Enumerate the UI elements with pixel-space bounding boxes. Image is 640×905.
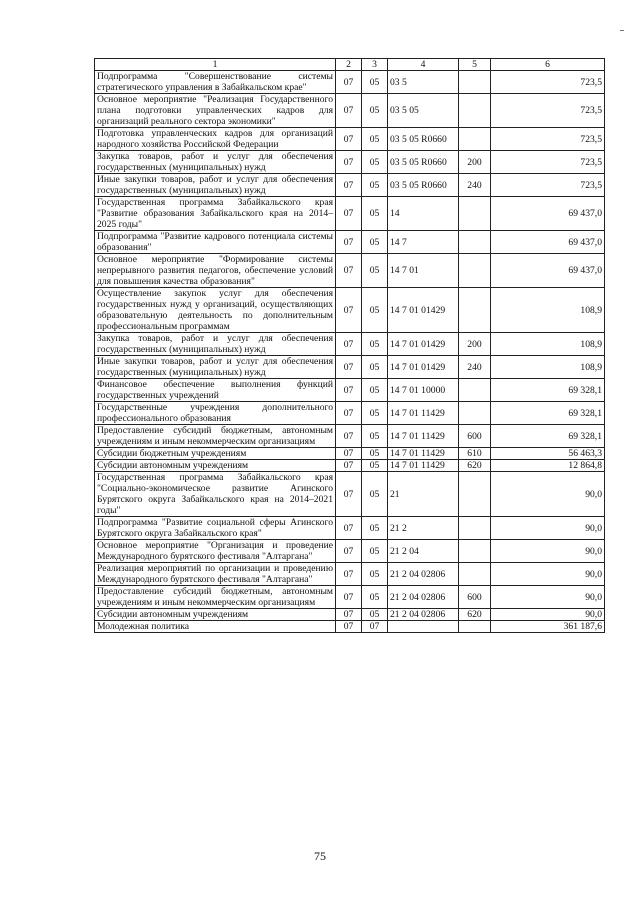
expense-type-cell: 240 (459, 356, 491, 379)
subsection-code-cell: 05 (362, 517, 388, 540)
expense-type-cell (459, 288, 491, 333)
subsection-code-cell: 05 (362, 563, 388, 586)
subsection-code-cell: 05 (362, 540, 388, 563)
section-code-cell: 07 (336, 448, 362, 460)
subsection-code-cell: 05 (362, 448, 388, 460)
expense-type-cell: 600 (459, 586, 491, 609)
amount-cell: 12 864,8 (491, 460, 605, 472)
header-col-4: 4 (388, 59, 459, 71)
amount-cell: 69 437,0 (491, 231, 605, 254)
row-name-cell: Осуществление закупок услуг для обеспечения государственных нужд у организаций, осуществляющих образовательную деятельность по дополнительным профессиональным программам (95, 288, 336, 333)
amount-cell: 69 328,1 (491, 402, 605, 425)
subsection-code-cell: 05 (362, 231, 388, 254)
amount-cell: 108,9 (491, 356, 605, 379)
section-code-cell: 07 (336, 621, 362, 633)
target-item-code-cell: 14 7 01 11429 (388, 448, 459, 460)
expense-type-cell (459, 197, 491, 231)
row-name-cell: Предоставление субсидий бюджетным, автономным учреждениям и иным некоммерческим организациям (95, 425, 336, 448)
expense-type-cell: 600 (459, 425, 491, 448)
expense-type-cell (459, 128, 491, 151)
amount-cell: 90,0 (491, 517, 605, 540)
section-code-cell: 07 (336, 71, 362, 94)
target-item-code-cell: 03 5 05 R0660 (388, 128, 459, 151)
table-body (95, 71, 605, 633)
table-row (95, 379, 605, 402)
row-name-cell: Основное мероприятие "Формирование системы непрерывного развития педагогов, обеспечение условий для повышения качества образования" (95, 254, 336, 288)
amount-cell: 108,9 (491, 333, 605, 356)
section-code-cell: 07 (336, 379, 362, 402)
expense-type-cell (459, 621, 491, 633)
subsection-code-cell: 05 (362, 174, 388, 197)
subsection-code-cell: 05 (362, 356, 388, 379)
table-row (95, 174, 605, 197)
subsection-code-cell: 05 (362, 151, 388, 174)
row-name-cell: Подпрограмма "Развитие социальной сферы Агинского Бурятского округа Забайкальского края" (95, 517, 336, 540)
target-item-code-cell: 14 7 01 (388, 254, 459, 288)
table-row (95, 460, 605, 472)
section-code-cell: 07 (336, 609, 362, 621)
target-item-code-cell: 14 7 01 11429 (388, 425, 459, 448)
amount-cell: 90,0 (491, 586, 605, 609)
amount-cell: 361 187,6 (491, 621, 605, 633)
table-row (95, 517, 605, 540)
row-name-cell: Подпрограмма "Развитие кадрового потенциала системы образования" (95, 231, 336, 254)
subsection-code-cell: 05 (362, 425, 388, 448)
subsection-code-cell: 05 (362, 288, 388, 333)
section-code-cell: 07 (336, 333, 362, 356)
scan-mark (620, 30, 624, 31)
header-col-6: 6 (491, 59, 605, 71)
row-name-cell: Государственная программа Забайкальского края "Развитие образования Забайкальского края на 2014–2025 годы" (95, 197, 336, 231)
table-row (95, 356, 605, 379)
amount-cell: 723,5 (491, 128, 605, 151)
section-code-cell: 07 (336, 425, 362, 448)
section-code-cell: 07 (336, 586, 362, 609)
row-name-cell: Подготовка управленческих кадров для организаций народного хозяйства Российской Федерации (95, 128, 336, 151)
expense-type-cell: 240 (459, 174, 491, 197)
header-row (95, 59, 605, 71)
row-name-cell: Финансовое обеспечение выполнения функций государственных учреждений (95, 379, 336, 402)
subsection-code-cell: 05 (362, 197, 388, 231)
row-name-cell: Подпрограмма "Совершенствование системы стратегического управления в Забайкальском крае" (95, 71, 336, 94)
section-code-cell: 07 (336, 540, 362, 563)
row-name-cell: Иные закупки товаров, работ и услуг для обеспечения государственных (муниципальных) нужд (95, 174, 336, 197)
target-item-code-cell (388, 621, 459, 633)
amount-cell: 723,5 (491, 94, 605, 128)
target-item-code-cell: 21 2 04 (388, 540, 459, 563)
table-row (95, 254, 605, 288)
header-col-2: 2 (336, 59, 362, 71)
table-row (95, 333, 605, 356)
section-code-cell: 07 (336, 128, 362, 151)
amount-cell: 90,0 (491, 540, 605, 563)
target-item-code-cell: 03 5 05 R0660 (388, 151, 459, 174)
amount-cell: 69 328,1 (491, 379, 605, 402)
row-name-cell: Закупка товаров, работ и услуг для обеспечения государственных (муниципальных) нужд (95, 333, 336, 356)
section-code-cell: 07 (336, 460, 362, 472)
row-name-cell: Основное мероприятие "Организация и проведение Международного бурятского фестиваля "Алтаргана" (95, 540, 336, 563)
header-col-5: 5 (459, 59, 491, 71)
expense-type-cell: 610 (459, 448, 491, 460)
amount-cell: 90,0 (491, 472, 605, 517)
amount-cell: 69 437,0 (491, 197, 605, 231)
table-row (95, 231, 605, 254)
section-code-cell: 07 (336, 254, 362, 288)
table-row (95, 586, 605, 609)
subsection-code-cell: 05 (362, 128, 388, 151)
expense-type-cell (459, 94, 491, 128)
amount-cell: 69 437,0 (491, 254, 605, 288)
target-item-code-cell: 03 5 (388, 71, 459, 94)
section-code-cell: 07 (336, 151, 362, 174)
subsection-code-cell: 07 (362, 621, 388, 633)
table-row (95, 609, 605, 621)
row-name-cell: Субсидии автономным учреждениям (95, 609, 336, 621)
row-name-cell: Молодежная политика (95, 621, 336, 633)
table-header (95, 59, 605, 71)
row-name-cell: Государственные учреждения дополнительного профессионального образования (95, 402, 336, 425)
target-item-code-cell: 14 7 01 01429 (388, 356, 459, 379)
table-row (95, 472, 605, 517)
expense-type-cell: 620 (459, 609, 491, 621)
subsection-code-cell: 05 (362, 94, 388, 128)
row-name-cell: Основное мероприятие "Реализация Государственного плана подготовки управленческих кадров для организаций реального сектора экономики" (95, 94, 336, 128)
row-name-cell: Субсидии бюджетным учреждениям (95, 448, 336, 460)
section-code-cell: 07 (336, 517, 362, 540)
expense-type-cell (459, 402, 491, 425)
expense-type-cell (459, 379, 491, 402)
section-code-cell: 07 (336, 472, 362, 517)
subsection-code-cell: 05 (362, 254, 388, 288)
section-code-cell: 07 (336, 402, 362, 425)
expense-type-cell (459, 472, 491, 517)
section-code-cell: 07 (336, 94, 362, 128)
budget-table (94, 58, 605, 633)
amount-cell: 723,5 (491, 71, 605, 94)
row-name-cell: Закупка товаров, работ и услуг для обеспечения государственных (муниципальных) нужд (95, 151, 336, 174)
table-row (95, 621, 605, 633)
target-item-code-cell: 21 2 04 02806 (388, 586, 459, 609)
target-item-code-cell: 14 7 01 11429 (388, 402, 459, 425)
section-code-cell: 07 (336, 563, 362, 586)
table-row (95, 402, 605, 425)
expense-type-cell (459, 231, 491, 254)
amount-cell: 723,5 (491, 174, 605, 197)
section-code-cell: 07 (336, 197, 362, 231)
expense-type-cell: 200 (459, 333, 491, 356)
amount-cell: 723,5 (491, 151, 605, 174)
section-code-cell: 07 (336, 231, 362, 254)
target-item-code-cell: 03 5 05 (388, 94, 459, 128)
target-item-code-cell: 21 2 (388, 517, 459, 540)
target-item-code-cell: 14 7 01 10000 (388, 379, 459, 402)
target-item-code-cell: 14 7 01 01429 (388, 333, 459, 356)
table-row (95, 288, 605, 333)
expense-type-cell (459, 540, 491, 563)
target-item-code-cell: 21 (388, 472, 459, 517)
table-row (95, 540, 605, 563)
subsection-code-cell: 05 (362, 586, 388, 609)
expense-type-cell: 200 (459, 151, 491, 174)
expense-type-cell (459, 517, 491, 540)
expense-type-cell (459, 563, 491, 586)
amount-cell: 69 328,1 (491, 425, 605, 448)
table-row (95, 151, 605, 174)
table-row (95, 94, 605, 128)
subsection-code-cell: 05 (362, 333, 388, 356)
subsection-code-cell: 05 (362, 472, 388, 517)
target-item-code-cell: 14 7 01 11429 (388, 460, 459, 472)
row-name-cell: Предоставление субсидий бюджетным, автономным учреждениям и иным некоммерческим организациям (95, 586, 336, 609)
expense-type-cell (459, 71, 491, 94)
table-row (95, 71, 605, 94)
target-item-code-cell: 14 7 01 01429 (388, 288, 459, 333)
target-item-code-cell: 14 (388, 197, 459, 231)
table-row (95, 448, 605, 460)
subsection-code-cell: 05 (362, 460, 388, 472)
header-col-3: 3 (362, 59, 388, 71)
subsection-code-cell: 05 (362, 71, 388, 94)
page-number: 75 (314, 849, 326, 863)
section-code-cell: 07 (336, 356, 362, 379)
table-row (95, 128, 605, 151)
expense-type-cell (459, 254, 491, 288)
table-row (95, 563, 605, 586)
row-name-cell: Субсидии автономным учреждениям (95, 460, 336, 472)
target-item-code-cell: 03 5 05 R0660 (388, 174, 459, 197)
subsection-code-cell: 05 (362, 379, 388, 402)
amount-cell: 56 463,3 (491, 448, 605, 460)
subsection-code-cell: 05 (362, 402, 388, 425)
target-item-code-cell: 21 2 04 02806 (388, 609, 459, 621)
row-name-cell: Государственная программа Забайкальского края "Социально-экономическое развитие Агинского Бурятского округа Забайкальского края на 2014–2021 годы" (95, 472, 336, 517)
header-col-1: 1 (95, 59, 336, 71)
amount-cell: 108,9 (491, 288, 605, 333)
amount-cell: 90,0 (491, 563, 605, 586)
section-code-cell: 07 (336, 174, 362, 197)
expense-type-cell: 620 (459, 460, 491, 472)
target-item-code-cell: 14 7 (388, 231, 459, 254)
amount-cell: 90,0 (491, 609, 605, 621)
target-item-code-cell: 21 2 04 02806 (388, 563, 459, 586)
row-name-cell: Иные закупки товаров, работ и услуг для обеспечения государственных (муниципальных) нужд (95, 356, 336, 379)
section-code-cell: 07 (336, 288, 362, 333)
table-row (95, 197, 605, 231)
row-name-cell: Реализация мероприятий по организации и проведению Международного бурятского фестиваля "Алтаргана" (95, 563, 336, 586)
subsection-code-cell: 05 (362, 609, 388, 621)
table-row (95, 425, 605, 448)
